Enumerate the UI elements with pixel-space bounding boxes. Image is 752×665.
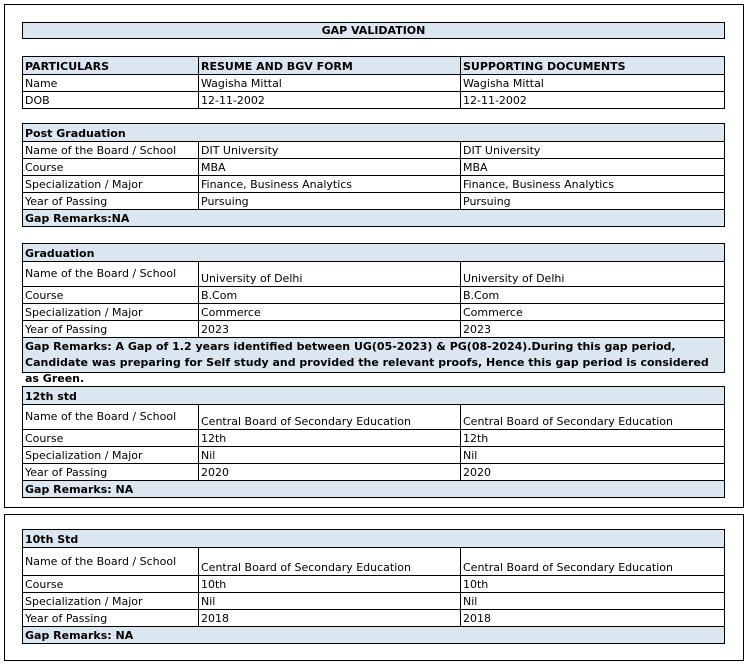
row-label: Name of the Board / School <box>23 262 199 286</box>
resume-value: Nil <box>199 447 461 463</box>
tenth-std-section <box>22 529 725 644</box>
docs-value: DIT University <box>463 144 541 157</box>
section-heading: Graduation <box>25 247 95 260</box>
table-row <box>23 175 724 192</box>
resume-value: Pursuing <box>199 193 461 209</box>
row-label: Year of Passing <box>23 193 199 209</box>
resume-value: Nil <box>199 593 461 609</box>
gap-remarks-row <box>23 209 724 226</box>
docs-value: Nil <box>463 449 478 462</box>
resume-value: DIT University <box>199 142 461 158</box>
gap-remarks-row <box>23 626 724 643</box>
table-row <box>23 286 724 303</box>
row-label: Name of the Board / School <box>23 548 199 575</box>
gap-remarks-row <box>23 337 724 385</box>
resume-value: 12-11-2002 <box>199 92 461 108</box>
resume-value: B.Com <box>199 287 461 303</box>
resume-value: Central Board of Secondary Education <box>199 405 461 429</box>
table-row <box>23 404 724 429</box>
table-row <box>23 158 724 175</box>
resume-value: 2023 <box>199 321 461 337</box>
docs-value: University of Delhi <box>463 272 565 285</box>
table-row <box>23 463 724 480</box>
row-label: Specialization / Major <box>23 593 199 609</box>
docs-value: Wagisha Mittal <box>463 77 544 90</box>
table-row <box>23 609 724 626</box>
resume-value: 12th <box>199 430 461 446</box>
personal-table <box>22 56 725 109</box>
docs-value: 10th <box>463 578 489 591</box>
table-row <box>23 303 724 320</box>
table-row <box>23 141 724 158</box>
table-row <box>23 91 724 108</box>
resume-value: University of Delhi <box>199 262 461 286</box>
resume-value: 2018 <box>199 610 461 626</box>
row-label: Name of the Board / School <box>23 405 199 429</box>
resume-value: Wagisha Mittal <box>199 75 461 91</box>
header-resume: RESUME AND BGV FORM <box>199 57 461 74</box>
section-heading: 10th Std <box>25 533 79 546</box>
gap-remarks: Gap Remarks: A Gap of 1.2 years identified between UG(05-2023) & PG(08-2024).During this gap period, Candidate was preparing for Self study and provided the relevant proofs, Hence this gap period is considered as Green. <box>25 340 709 385</box>
row-label: Specialization / Major <box>23 304 199 320</box>
section-heading-row <box>23 244 724 261</box>
docs-value: 2018 <box>463 612 491 625</box>
table-header-row <box>23 57 724 74</box>
table-row <box>23 592 724 609</box>
docs-value: Pursuing <box>463 195 511 208</box>
resume-value: 2020 <box>199 464 461 480</box>
table-row <box>23 320 724 337</box>
row-label: Name of the Board / School <box>23 142 199 158</box>
page-title: GAP VALIDATION <box>22 22 725 39</box>
docs-value: MBA <box>463 161 488 174</box>
header-particulars: PARTICULARS <box>23 57 199 74</box>
docs-value: Nil <box>463 595 478 608</box>
row-label: Course <box>23 430 199 446</box>
row-label: Name <box>23 75 199 91</box>
row-label: Specialization / Major <box>23 447 199 463</box>
table-row <box>23 74 724 91</box>
docs-value: B.Com <box>463 289 500 302</box>
row-label: Year of Passing <box>23 464 199 480</box>
table-row <box>23 575 724 592</box>
section-heading-row <box>23 124 724 141</box>
row-label: Year of Passing <box>23 321 199 337</box>
row-label: Year of Passing <box>23 610 199 626</box>
twelfth-std-section <box>22 386 725 498</box>
row-label: Course <box>23 576 199 592</box>
docs-value: Finance, Business Analytics <box>463 178 615 191</box>
table-row <box>23 192 724 209</box>
section-heading-row <box>23 387 724 404</box>
resume-value: 10th <box>199 576 461 592</box>
gap-remarks: Gap Remarks: NA <box>25 629 134 642</box>
docs-value: 2020 <box>463 466 491 479</box>
row-label: DOB <box>23 92 199 108</box>
resume-value: Central Board of Secondary Education <box>199 548 461 575</box>
docs-value: Central Board of Secondary Education <box>463 415 673 428</box>
docs-value: 12-11-2002 <box>463 94 527 107</box>
table-row <box>23 261 724 286</box>
section-heading: 12th std <box>25 390 77 403</box>
docs-value: 12th <box>463 432 489 445</box>
gap-remarks: Gap Remarks: NA <box>25 483 134 496</box>
row-label: Course <box>23 159 199 175</box>
graduation-section <box>22 243 725 385</box>
section-heading-row <box>23 530 724 547</box>
table-row <box>23 429 724 446</box>
resume-value: Commerce <box>199 304 461 320</box>
header-docs: SUPPORTING DOCUMENTS <box>463 60 626 73</box>
row-label: Specialization / Major <box>23 176 199 192</box>
docs-value: 2023 <box>463 323 491 336</box>
row-label: Course <box>23 287 199 303</box>
gap-remarks-row <box>23 480 724 497</box>
gap-remarks: Gap Remarks:NA <box>25 212 130 225</box>
post-graduation-section <box>22 123 725 227</box>
docs-value: Commerce <box>463 306 523 319</box>
table-row <box>23 547 724 575</box>
resume-value: MBA <box>199 159 461 175</box>
resume-value: Finance, Business Analytics <box>199 176 461 192</box>
section-heading: Post Graduation <box>25 127 126 140</box>
docs-value: Central Board of Secondary Education <box>463 561 673 574</box>
table-row <box>23 446 724 463</box>
